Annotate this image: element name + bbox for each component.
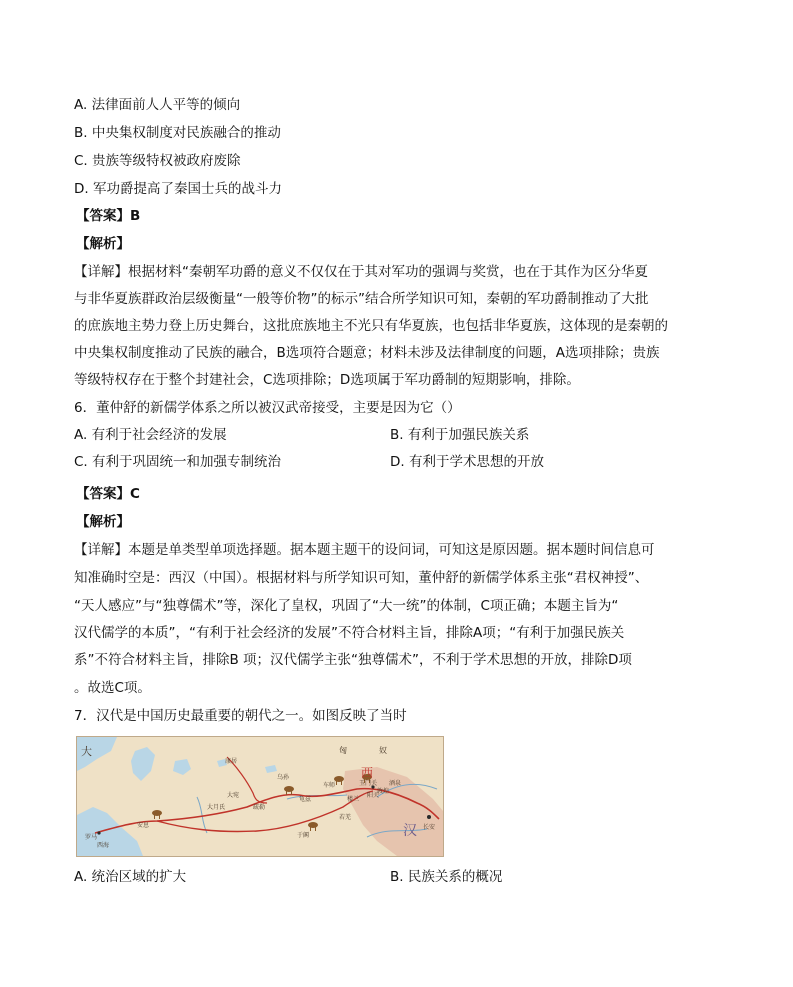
q7-option-b: B. 民族关系的概况	[390, 869, 503, 885]
q5-answer	[76, 206, 140, 226]
map-label: 奴	[379, 746, 387, 755]
answer-label: 【答案】	[76, 208, 130, 224]
map-label: 敦煌	[377, 788, 390, 795]
q6-detail-line: 汉代儒学的本质”，“有利于社会经济的发展”不符合材料主旨，排除A项；“有利于加强民族关	[74, 625, 625, 641]
city-dot-luoma	[97, 831, 100, 834]
map-label: 西海	[97, 842, 110, 849]
q7-option-a: A. 统治区域的扩大	[74, 869, 187, 885]
map-label: 西	[361, 766, 374, 780]
q5-detail-line: 与非华夏族群政治层级衡量“一般等价物”的标示”结合所学知识可知，秦朝的军功爵制推动了大批	[74, 291, 649, 307]
map-label: 酒泉	[389, 780, 402, 787]
map-label: 大月氏	[207, 804, 226, 811]
q6-option-d: D. 有利于学术思想的开放	[390, 454, 544, 470]
q6-stem: 6．董仲舒的新儒学体系之所以被汉武帝接受，主要是因为它（）	[74, 400, 461, 416]
q5-option-d: D. 军功爵提高了秦国士兵的战斗力	[74, 181, 282, 197]
map-label: 于阗	[297, 832, 310, 839]
aral-sea	[173, 759, 191, 775]
q6-detail-line: 系”不符合材料主旨，排除B 项；汉代儒学主张“独尊儒术”，不利于学术思想的开放，排除D项	[74, 652, 632, 668]
map-label: 安息	[137, 822, 150, 829]
q5-option-c: C. 贵族等级特权被政府废除	[74, 153, 241, 169]
q5-analysis-label: 【解析】	[76, 236, 130, 252]
q5-option-a: A. 法律面前人人平等的倾向	[74, 97, 241, 113]
answer-value: C	[130, 486, 140, 502]
q6-answer	[76, 484, 140, 504]
map-label: 乌孙	[277, 774, 290, 781]
caspian-sea	[131, 747, 155, 781]
map-label: 汉	[403, 823, 417, 839]
lake	[265, 765, 277, 773]
q6-detail-line: 知准确时空是：西汉（中国）。根据材料与所学知识可知，董仲舒的新儒学体系主张“君权神授”、	[74, 570, 649, 586]
map-graphic	[77, 737, 443, 856]
silk-road-map	[76, 736, 444, 857]
silk-route-south	[157, 791, 373, 832]
map-label: 大	[81, 745, 92, 758]
camel-icon	[334, 776, 344, 785]
map-label: 疏勒	[253, 804, 266, 811]
map-label: 玉门关	[359, 780, 378, 787]
camel-icon	[284, 786, 294, 795]
map-label: 车师	[323, 782, 336, 789]
q6-detail-line: “天人感应”与“独尊儒术”等，深化了皇权，巩固了“大一统”的体制，C项正确；本题主旨为“	[74, 598, 619, 614]
map-label: 大宛	[227, 792, 240, 799]
map-label: 龟兹	[299, 796, 312, 803]
q6-analysis-label: 【解析】	[76, 514, 130, 530]
q5-detail-line: 等级特权存在于整个封建社会，C选项排除；D选项属于军功爵制的短期影响，排除。	[74, 372, 580, 388]
answer-value: B	[130, 208, 141, 224]
sea-area	[77, 807, 143, 856]
map-label: 匈	[339, 746, 347, 755]
q5-detail-line: 中央集权制度推动了民族的融合，B选项符合题意；材料未涉及法律制度的问题，A选项排除；贵族	[74, 345, 660, 361]
q5-option-b: B. 中央集权制度对民族融合的推动	[74, 125, 281, 141]
q5-detail-line: 的庶族地主势力登上历史舞台，这批庶族地主不光只有华夏族，也包括非华夏族，这体现的是秦朝的	[74, 318, 668, 334]
map-label: 若羌	[339, 814, 352, 821]
q5-detail-line: 【详解】根据材料“秦朝军功爵的意义不仅仅在于其对军功的强调与奖赏，也在于其作为区分华夏	[74, 264, 648, 280]
q6-option-b: B. 有利于加强民族关系	[390, 427, 530, 443]
answer-label: 【答案】	[76, 486, 130, 502]
map-label: 康居	[225, 758, 238, 765]
map-label: 长安	[423, 824, 436, 831]
q6-option-a: A. 有利于社会经济的发展	[74, 427, 227, 443]
camel-icon	[308, 822, 318, 831]
camel-icon	[152, 810, 162, 819]
map-label: 楼兰	[347, 796, 360, 803]
q6-detail-line: 【详解】本题是单类型单项选择题。据本题主题干的设问词，可知这是原因题。据本题时间信息可	[74, 542, 655, 558]
map-label: 阳关	[367, 792, 380, 799]
q6-detail-line: 。故选C项。	[74, 680, 151, 696]
q7-stem: 7．汉代是中国历史最重要的朝代之一。如图反映了当时	[74, 708, 407, 724]
q6-option-c: C. 有利于巩固统一和加强专制统治	[74, 454, 282, 470]
map-label: 罗马	[85, 834, 98, 841]
city-dot-changan	[427, 815, 431, 819]
